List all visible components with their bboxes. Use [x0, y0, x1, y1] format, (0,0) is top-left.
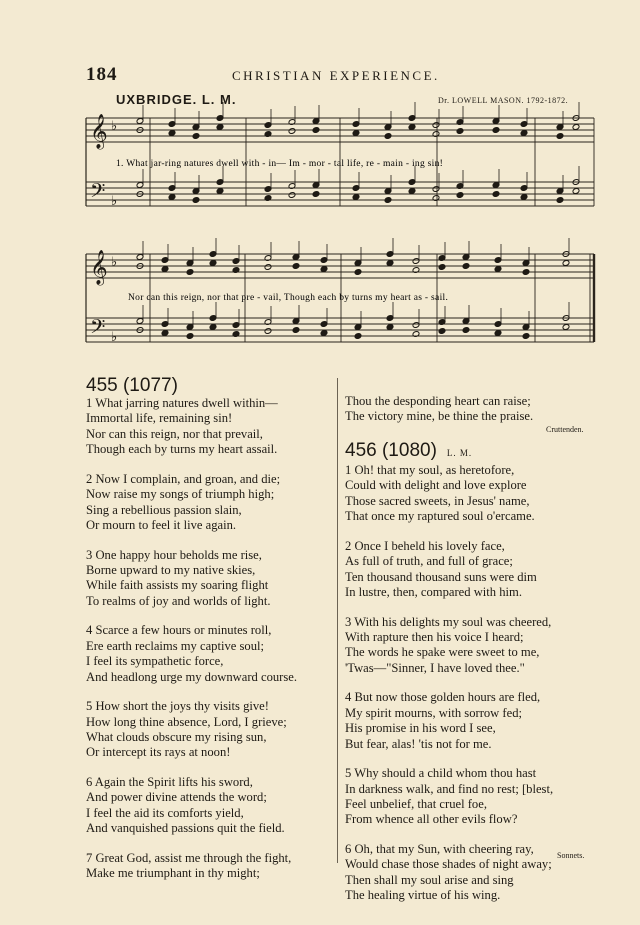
verse-line: Though each by turns my heart assail.	[86, 442, 278, 457]
note-head	[192, 197, 200, 204]
composer-credit: Dr. LOWELL MASON. 1792-1872.	[438, 96, 569, 105]
note-head	[312, 127, 320, 134]
note-head	[572, 188, 580, 195]
note-head	[161, 330, 169, 337]
note-head	[408, 188, 416, 195]
verse-line: From whence all other evils flow?	[345, 812, 518, 827]
verse-line: I feel its sympathetic force,	[86, 654, 224, 669]
note-head	[354, 333, 362, 340]
verse-line: The healing virtue of his wing.	[345, 888, 501, 903]
note-head	[216, 124, 224, 131]
verse-line: Could with delight and love explore	[345, 478, 527, 493]
hymn-455-author: Cruttenden.	[546, 425, 584, 434]
hymn-455-continuation	[345, 394, 533, 425]
note-head	[520, 130, 528, 137]
note-head	[352, 130, 360, 137]
note-head	[354, 269, 362, 276]
stanza	[345, 842, 553, 904]
verse-line: 2 Now I complain, and groan, and die;	[86, 471, 281, 486]
verse-line: To realms of joy and worlds of light.	[86, 593, 271, 608]
verse-line: 4 But now those golden hours are fled,	[345, 690, 541, 705]
stanza	[345, 463, 553, 525]
verse-line: In darkness walk, and find no rest; [blest,	[345, 781, 554, 796]
note-head	[462, 327, 470, 334]
note-head	[209, 324, 217, 331]
note-head	[522, 333, 530, 340]
verse-line: What clouds obscure my rising sun,	[86, 730, 267, 745]
verse-line: The words he spake were sweet to me,	[345, 645, 540, 660]
flat-icon: ♭	[111, 329, 118, 344]
hymn-455-text	[86, 396, 297, 896]
note-head	[312, 191, 320, 198]
note-head	[520, 194, 528, 201]
running-head: CHRISTIAN EXPERIENCE.	[232, 68, 440, 83]
verse-line: 'Twas—"Sinner, I have loved thee."	[345, 660, 525, 675]
verse-line: Sing a rebellious passion slain,	[86, 502, 242, 517]
verse-line: The victory mine, be thine the praise.	[345, 409, 534, 424]
verse-line: 6 Oh, that my Sun, with cheering ray,	[345, 842, 534, 857]
note-head	[408, 124, 416, 131]
flat-icon: ♭	[111, 118, 118, 133]
hymn-456-meter: L. M.	[446, 448, 473, 458]
lyrics-line-1: 1. What jar-ring natures dwell with - in— Im - mor - tal life, re - main - ing sin!	[116, 159, 444, 169]
note-head	[168, 194, 176, 201]
verse-line: 6 Again the Spirit lifts his sword,	[86, 775, 253, 790]
note-head	[320, 266, 328, 273]
verse-line: Thou the desponding heart can raise;	[345, 394, 531, 408]
verse-line: Immortal life, remaining sin!	[86, 411, 233, 426]
note-head	[386, 324, 394, 331]
verse-line: 1 Oh! that my soul, as heretofore,	[345, 463, 515, 477]
note-head	[492, 191, 500, 198]
note-head	[386, 260, 394, 267]
tune-name: UXBRIDGE. L. M.	[116, 92, 237, 107]
stanza	[345, 615, 553, 677]
note-head	[288, 128, 296, 135]
verse-line: But fear, alas! 'tis not for me.	[345, 736, 492, 751]
note-head	[556, 197, 564, 204]
verse-line: 7 Great God, assist me through the fight,	[86, 850, 292, 865]
note-head	[186, 269, 194, 276]
verse-line: While faith assists my soaring flight	[86, 578, 269, 593]
verse-line: Those sacred sweets, in Jesus' name,	[345, 493, 530, 508]
note-head	[556, 133, 564, 140]
stanza	[345, 690, 553, 752]
note-head	[209, 260, 217, 267]
hymn-456-author: Sonnets.	[557, 851, 585, 860]
verse-line: I feel the aid its comforts yield,	[86, 805, 244, 820]
note-head	[562, 260, 570, 267]
note-head	[562, 324, 570, 331]
note-head	[186, 333, 194, 340]
note-head	[384, 197, 392, 204]
stanza	[345, 766, 553, 828]
note-head	[492, 127, 500, 134]
hymn-456-text	[345, 463, 553, 918]
verse-line: Now raise my songs of triumph high;	[86, 487, 275, 502]
note-head	[192, 133, 200, 140]
hymn-456-heading	[345, 440, 472, 462]
verse-line: And headlong urge my downward course.	[86, 669, 298, 684]
verse-line: Would chase those shades of night away;	[345, 857, 552, 872]
note-head	[522, 269, 530, 276]
flat-icon: ♭	[111, 254, 118, 269]
verse-line: Or intercept its rays at noon!	[86, 745, 231, 760]
verse-line: 1 What jarring natures dwell within—	[86, 396, 278, 410]
verse-line: Ten thousand thousand suns were dim	[345, 569, 537, 584]
verse-line: Feel unbelief, that cruel foe,	[345, 797, 487, 812]
note-head	[352, 194, 360, 201]
note-head	[264, 264, 272, 271]
flat-icon: ♭	[111, 193, 118, 208]
treble-clef-icon: 𝄞	[90, 250, 108, 285]
verse-line: As full of truth, and full of grace;	[345, 554, 513, 569]
verse-line: In lustre, then, compared with him.	[345, 585, 522, 600]
stanza	[86, 548, 297, 610]
note-head	[438, 264, 446, 271]
lyrics-line-2: Nor can this reign, nor that pre - vail, Though each by turns my heart as - sail.	[128, 293, 449, 303]
note-head	[494, 266, 502, 273]
note-head	[438, 328, 446, 335]
verse-line: 4 Scarce a few hours or minutes roll,	[86, 623, 272, 638]
note-head	[384, 133, 392, 140]
verse-line: How long thine absence, Lord, I grieve;	[86, 714, 287, 729]
note-head	[320, 330, 328, 337]
hymn-455-number: 455 (1077)	[86, 375, 178, 396]
stanza	[86, 623, 297, 685]
verse-line: And vanquished passions quit the field.	[86, 821, 285, 836]
note-head	[264, 328, 272, 335]
verse-line: With rapture then his voice I heard;	[345, 630, 524, 645]
stanza	[86, 851, 297, 882]
stanza	[86, 699, 297, 761]
bass-clef-icon: 𝄢	[90, 179, 106, 207]
hymn-456-number: 456 (1080)	[345, 440, 437, 461]
note-head	[292, 327, 300, 334]
verse-line: 3 With his delights my soul was cheered,	[345, 614, 552, 629]
verse-line: Make me triumphant in thy might;	[86, 866, 260, 881]
music-score	[0, 0, 640, 370]
note-head	[288, 192, 296, 199]
verse-line: 3 One happy hour beholds me rise,	[86, 547, 262, 562]
stanza	[345, 539, 553, 601]
stanza	[86, 472, 297, 534]
page-number: 184	[86, 64, 118, 85]
note-head	[572, 124, 580, 131]
note-head	[462, 263, 470, 270]
verse-line: Ere earth reclaims my captive soul;	[86, 638, 264, 653]
verse-line: 5 How short the joys thy visits give!	[86, 699, 269, 714]
verse-line: Nor can this reign, nor that prevail,	[86, 426, 263, 441]
verse-line: And power divine attends the word;	[86, 790, 267, 805]
stanza	[86, 775, 297, 837]
verse-line: Then shall my soul arise and sing	[345, 872, 514, 887]
column-divider	[337, 378, 338, 863]
bass-clef-icon: 𝄢	[90, 315, 106, 343]
verse-line: His promise in his word I see,	[345, 721, 496, 736]
note-head	[168, 130, 176, 137]
verse-line: My spirit mourns, with sorrow fed;	[345, 705, 523, 720]
note-head	[216, 188, 224, 195]
treble-clef-icon: 𝄞	[90, 114, 108, 149]
verse-line: 2 Once I beheld his lovely face,	[345, 538, 505, 553]
verse-line: Borne upward to my native skies,	[86, 563, 256, 578]
note-head	[494, 330, 502, 337]
verse-line: Or mourn to feel it live again.	[86, 518, 237, 533]
note-head	[161, 266, 169, 273]
verse-line: That once my raptured soul o'ercame.	[345, 509, 535, 524]
note-head	[456, 128, 464, 135]
stanza	[86, 396, 297, 458]
note-head	[292, 263, 300, 270]
verse-line: 5 Why should a child whom thou hast	[345, 766, 537, 781]
note-head	[456, 192, 464, 199]
